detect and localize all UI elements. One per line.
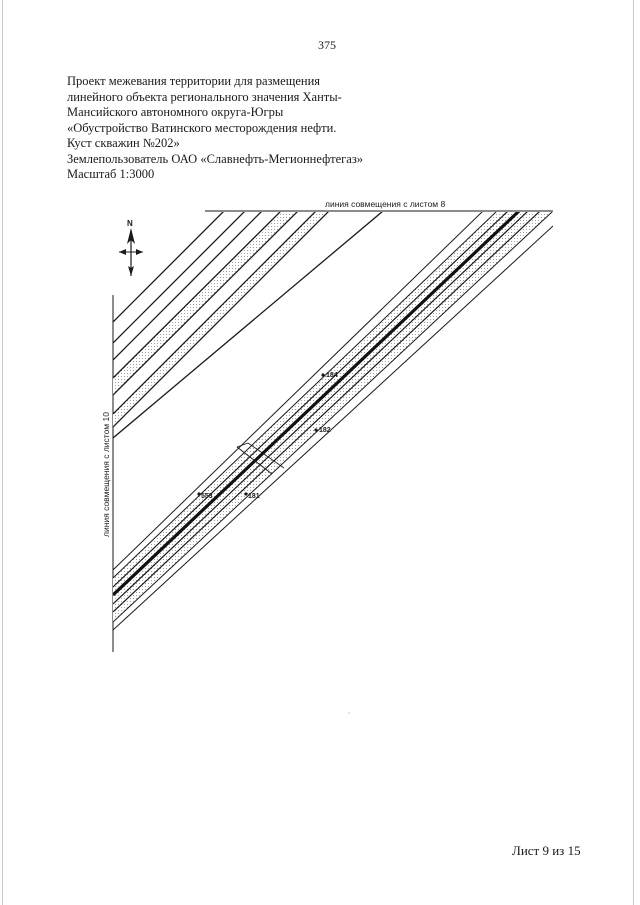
scale-line: Масштаб 1:3000 (67, 167, 155, 181)
point-label: 182 (319, 427, 331, 434)
point-label: 181 (248, 493, 260, 500)
top-match-line-label: линия совмещения с листом 8 (325, 199, 446, 209)
title-line: Проект межевания территории для размещения (67, 74, 321, 88)
survey-point (314, 428, 317, 431)
point-label: 553 (201, 493, 213, 500)
title-line: Мансийского автономного округа-Югры (67, 105, 284, 119)
point-label: 184 (326, 372, 338, 379)
survey-point (321, 373, 324, 376)
north-arrow-icon (119, 219, 143, 276)
left-match-line-label: линия совмещения с листом 10 (101, 412, 111, 537)
title-line: линейного объекта регионального значения Ханты- (67, 89, 342, 104)
title-line: «Обустройство Ватинского месторождения нефти. (67, 120, 337, 135)
main-corridor (113, 211, 553, 630)
scan-speck (348, 712, 349, 713)
title-line: Куст скважин №202» (67, 136, 180, 150)
land-user-line: Землепользователь ОАО «Славнефть-Мегионнефтегаз» (67, 151, 364, 166)
compass-label: N (127, 219, 133, 228)
sheet-counter: Лист 9 из 15 (512, 843, 581, 858)
page-number: 375 (318, 38, 336, 52)
